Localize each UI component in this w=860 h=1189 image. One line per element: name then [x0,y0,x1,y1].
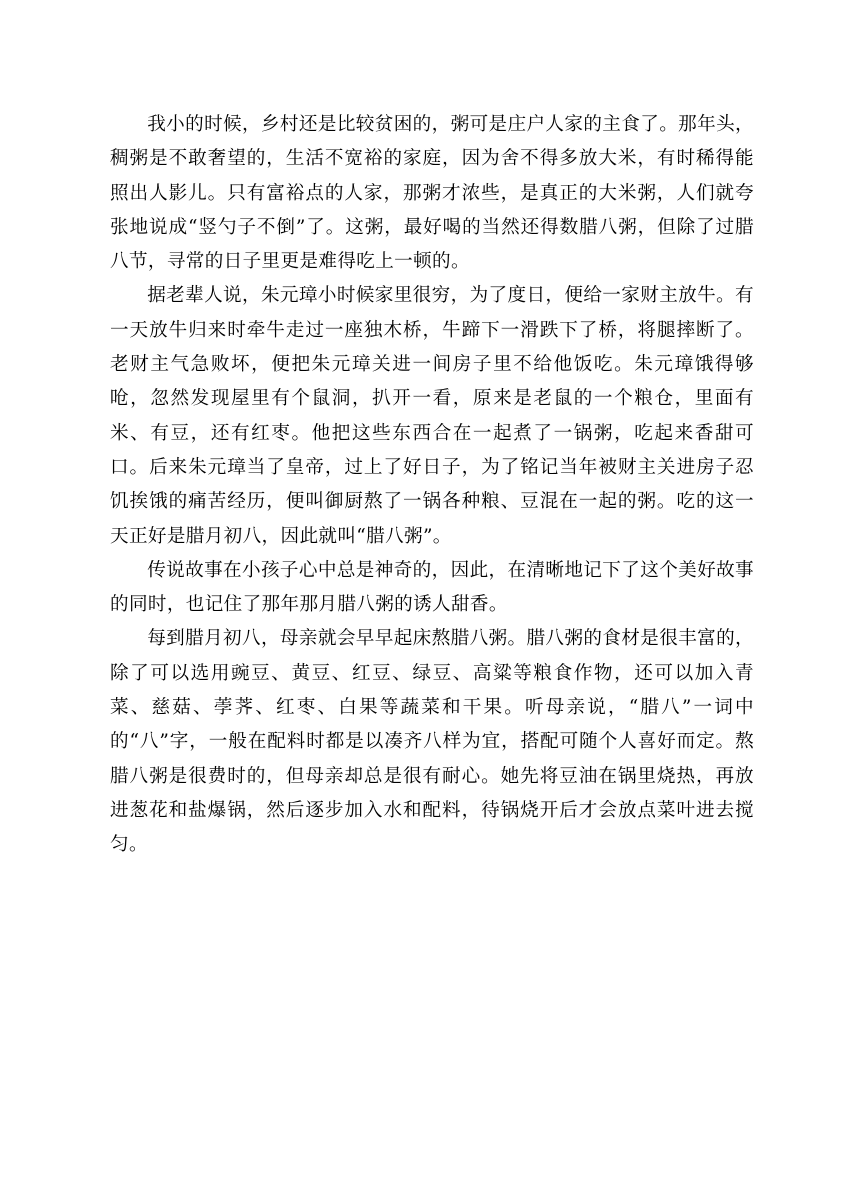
paragraph-childhood-porridge: 我小的时候，乡村还是比较贫困的，粥可是庄户人家的主食了。那年头，稠粥是不敢奢望的，生活不宽裕的家庭，因为舍不得多放大米，有时稀得能照出人影儿。只有富裕点的人家，那粥才浓些，是真正的大米粥，人们就夸张地说成“竖勺子不倒”了。这粥，最好喝的当然还得数腊八粥，但除了过腊八节，寻常的日子里更是难得吃上一顿的。 [110,114,754,273]
paragraph-legend-memory: 传说故事在小孩子心中总是神奇的，因此，在清晰地记下了这个美好故事的同时，也记住了那年那月腊八粥的诱人甜香。 [110,559,754,616]
paragraph-mother-cooking: 每到腊月初八，母亲就会早早起床熬腊八粥。腊八粥的食材是很丰富的，除了可以选用豌豆、黄豆、红豆、绿豆、高粱等粮食作物，还可以加入青菜、慈菇、荸荠、红枣、白果等蔬菜和干果。听母亲说，“腊八”一词中的“八”字，一般在配料时都是以凑齐八样为宜，搭配可随个人喜好而定。熬腊八粥是很费时的，但母亲却总是很有耐心。她先将豆油在锅里烧热，再放进葱花和盐爆锅，然后逐步加入水和配料，待锅烧开后才会放点菜叶进去搅匀。 [110,628,754,856]
paragraph-zhu-yuanzhang-legend: 据老辈人说，朱元璋小时候家里很穷，为了度日，便给一家财主放牛。有一天放牛归来时牵牛走过一座独木桥，牛蹄下一滑跌下了桥，将腿摔断了。老财主气急败坏，便把朱元璋关进一间房子里不给他饭吃。朱元璋饿得够呛，忽然发现屋里有个鼠洞，扒开一看，原来是老鼠的一个粮仓，里面有米、有豆，还有红枣。他把这些东西合在一起煮了一锅粥，吃起来香甜可口。后来朱元璋当了皇帝，过上了好日子，为了铭记当年被财主关进房子忍饥挨饿的痛苦经历，便叫御厨熬了一锅各种粮、豆混在一起的粥。吃的这一天正好是腊月初八，因此就叫“腊八粥”。 [110,285,754,547]
